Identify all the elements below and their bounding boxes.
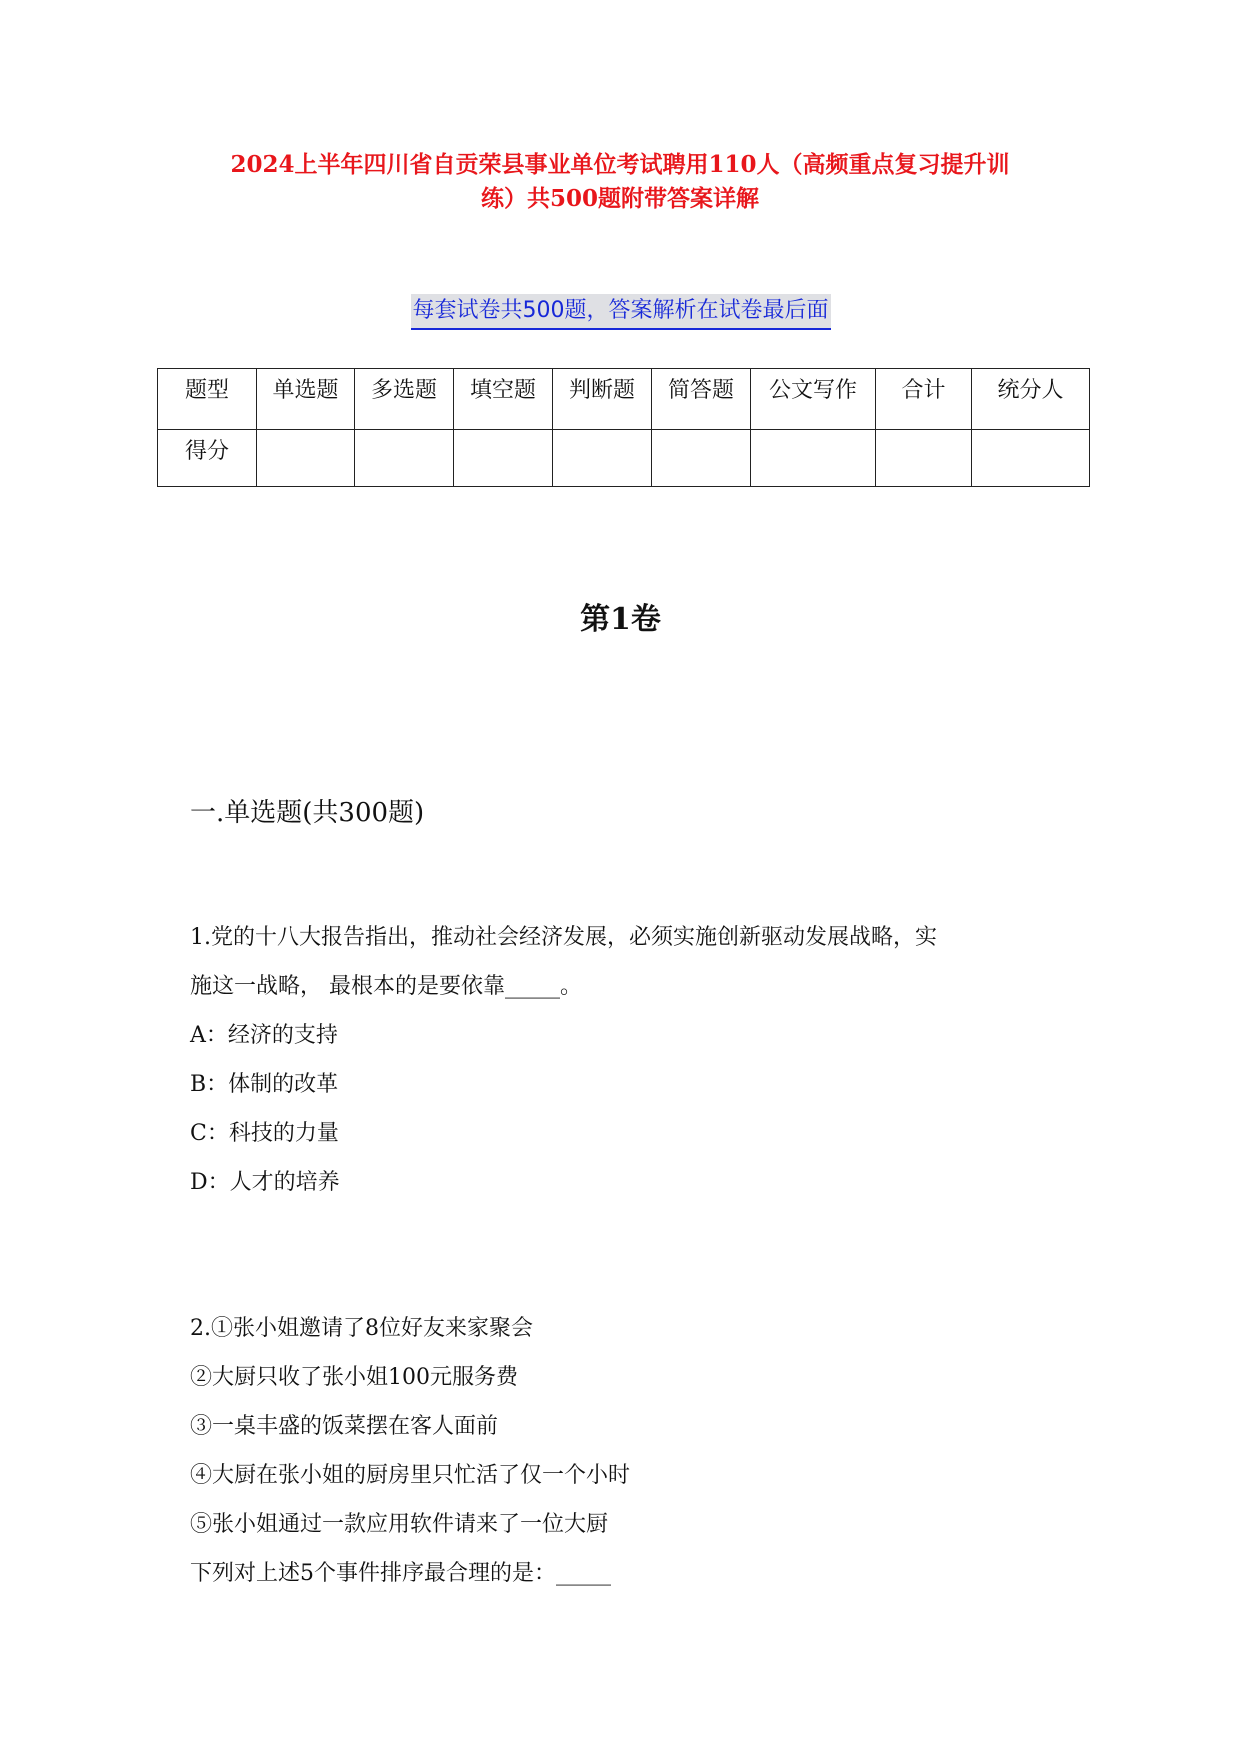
score-cell[interactable] xyxy=(454,430,553,487)
header-cell-scorer: 统分人 xyxy=(972,369,1090,430)
header-cell-type: 题型 xyxy=(158,369,257,430)
option-b: B：体制的改革 xyxy=(190,1072,339,1097)
notice-wrapper xyxy=(0,294,1241,330)
question-text-line: 施这一战略， 最根本的是要依靠_____。 xyxy=(190,974,582,999)
question-text-line: ②大厨只收了张小姐100元服务费 xyxy=(190,1365,518,1390)
question-text-line: ⑤张小姐通过一款应用软件请来了一位大厨 xyxy=(190,1512,609,1537)
header-cell-total: 合计 xyxy=(876,369,972,430)
score-row-label: 得分 xyxy=(158,430,257,487)
score-cell[interactable] xyxy=(751,430,876,487)
notice-link[interactable]: 每套试卷共500题，答案解析在试卷最后面 xyxy=(411,294,831,330)
score-table-score-row xyxy=(158,430,1090,487)
document-title-line-1: 2024上半年四川省自贡荣县事业单位考试聘用110人（高频重点复习提升训 xyxy=(230,151,1010,178)
option-c: C：科技的力量 xyxy=(190,1121,339,1146)
score-table xyxy=(157,368,1090,487)
header-cell-official-writing: 公文写作 xyxy=(751,369,876,430)
question-text-line: ③一桌丰盛的饭菜摆在客人面前 xyxy=(190,1414,499,1439)
question-2 xyxy=(190,1304,1070,1598)
score-cell[interactable] xyxy=(972,430,1090,487)
question-1 xyxy=(190,913,1070,1207)
score-cell[interactable] xyxy=(652,430,751,487)
header-cell-fill-blank: 填空题 xyxy=(454,369,553,430)
header-cell-short-answer: 简答题 xyxy=(652,369,751,430)
header-cell-multiple-choice: 多选题 xyxy=(355,369,454,430)
score-cell[interactable] xyxy=(553,430,652,487)
document-title xyxy=(180,148,1060,216)
score-table-header-row xyxy=(158,369,1090,430)
header-cell-single-choice: 单选题 xyxy=(257,369,355,430)
option-d: D：人才的培养 xyxy=(190,1170,340,1195)
score-cell[interactable] xyxy=(355,430,454,487)
document-title-line-2: 练）共500题附带答案详解 xyxy=(480,185,759,212)
volume-title: 第1卷 xyxy=(580,602,661,637)
question-text-line: ④大厨在张小姐的厨房里只忙活了仅一个小时 xyxy=(190,1463,631,1488)
question-prompt: 下列对上述5个事件排序最合理的是：_____ xyxy=(190,1561,611,1586)
score-cell[interactable] xyxy=(257,430,355,487)
score-cell[interactable] xyxy=(876,430,972,487)
option-a: A：经济的支持 xyxy=(190,1023,338,1048)
question-text-line: 2.①张小姐邀请了8位好友来家聚会 xyxy=(190,1316,533,1341)
question-text-line: 1.党的十八大报告指出，推动社会经济发展，必须实施创新驱动发展战略，实 xyxy=(190,925,937,950)
section-title: 一.单选题(共300题) xyxy=(190,798,425,828)
header-cell-true-false: 判断题 xyxy=(553,369,652,430)
